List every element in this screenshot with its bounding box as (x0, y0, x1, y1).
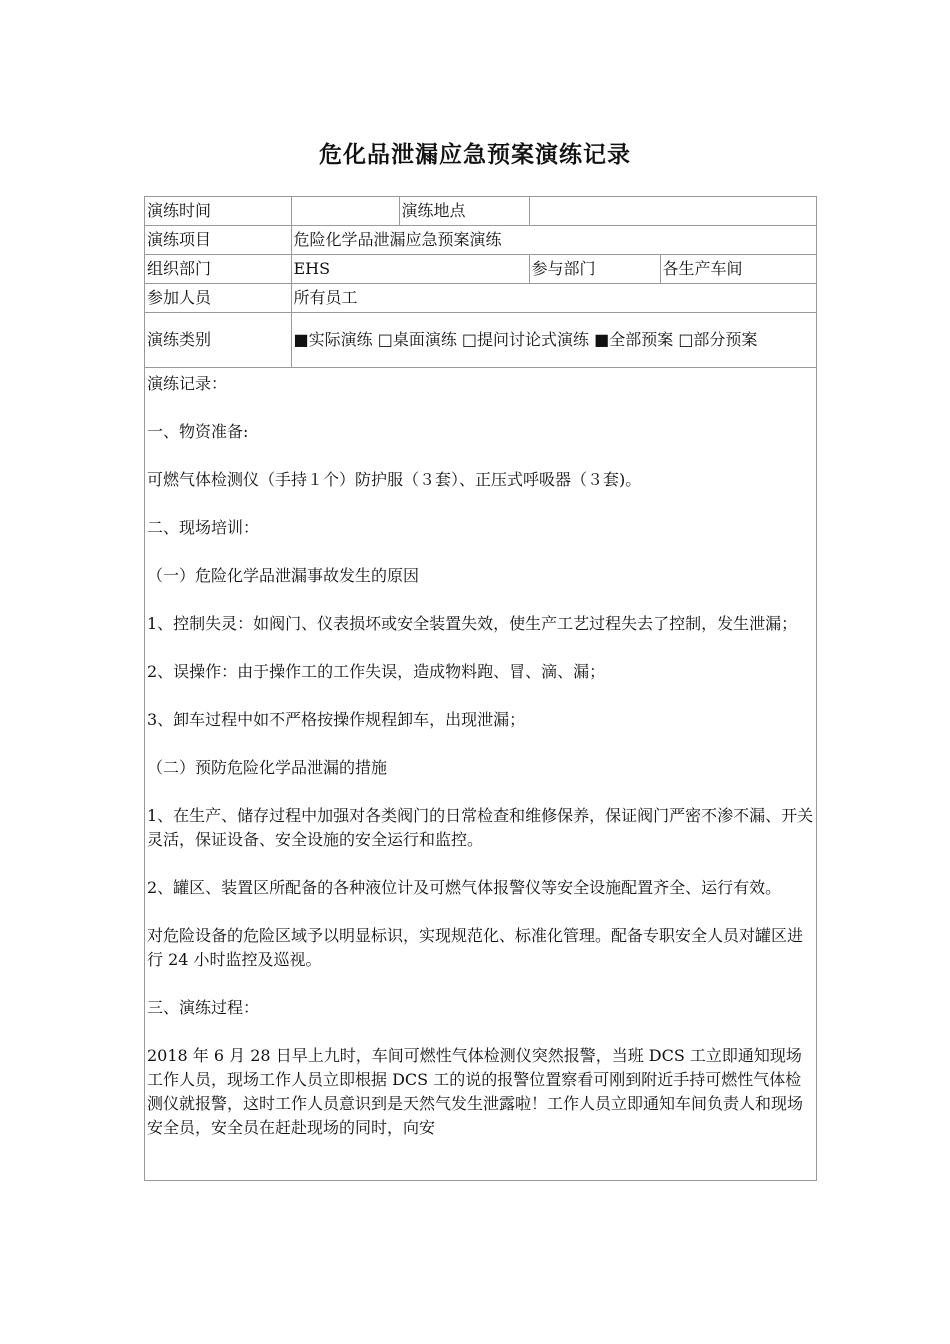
type-label: 演练类别 (145, 313, 291, 368)
document-title: 危化品泄漏应急预案演练记录 (319, 142, 631, 168)
project-value: 危险化学品泄漏应急预案演练 (291, 226, 817, 255)
paragraph: 1、控制失灵：如阀门、仪表损坏或安全装置失效，使生产工艺过程失去了控制，发生泄漏； (147, 614, 798, 633)
project-label: 演练项目 (145, 226, 291, 255)
paragraph: 演练记录： (147, 374, 228, 393)
table-row (145, 313, 817, 368)
table-row (145, 255, 817, 284)
org-value: EHS (291, 255, 529, 284)
record-frame (144, 196, 817, 1181)
time-value (291, 197, 399, 226)
paragraph: 3、卸车过程中如不严格按操作规程卸车，出现泄漏； (147, 710, 526, 729)
participant-dept-label: 参与部门 (529, 255, 660, 284)
time-label: 演练时间 (145, 197, 291, 226)
paragraph: （二）预防危险化学品泄漏的措施 (147, 758, 388, 777)
type-value: ■实际演练 □桌面演练 □提问讨论式演练 ■全部预案 □部分预案 (291, 313, 817, 368)
people-value: 所有员工 (291, 284, 817, 313)
table-row (145, 226, 817, 255)
org-label: 组织部门 (145, 255, 291, 284)
record-body (145, 368, 816, 1140)
paragraph: 2、误操作：由于操作工的工作失误，造成物料跑、冒、滴、漏； (147, 662, 606, 681)
info-table (145, 197, 817, 368)
participant-dept-value: 各生产车间 (660, 255, 817, 284)
paragraph: 2、罐区、装置区所配备的各种液位计及可燃气体报警仪等安全设施配置齐全、运行有效。 (147, 878, 782, 897)
table-row (145, 197, 817, 226)
paragraph: 1、在生产、储存过程中加强对各类阀门的日常检查和维修保养，保证阀门严密不渗不漏、开关灵活，保证设备、安全设施的安全运行和监控。 (147, 806, 814, 849)
paragraph: 2018 年 6 月 28 日早上九时，车间可燃性气体检测仪突然报警，当班 DCS 工立即通知现场工作人员，现场工作人员立即根据 DCS 工的说的报警位置察看可刚到附近手持可燃性气体检测仪就报警，这时工作人员意识到是天然气发生泄露啦！工作人员立即通知车间负责人和现场安全员，安全员在赶赴现场的同时，向安 (147, 1046, 804, 1137)
paragraph: 一、物资准备: (147, 422, 249, 441)
people-label: 参加人员 (145, 284, 291, 313)
table-row (145, 284, 817, 313)
place-label: 演练地点 (399, 197, 529, 226)
paragraph: 对危险设备的危险区域予以明显标识，实现规范化、标准化管理。配备专职安全人员对罐区进行 24 小时监控及巡视。 (147, 926, 804, 969)
paragraph: （一）危险化学品泄漏事故发生的原因 (147, 566, 420, 585)
place-value (529, 197, 817, 226)
paragraph: 可燃气体检测仪（手持１个）防护服（３套）、正压式呼吸器（３套)。 (147, 470, 642, 489)
paragraph: 二、现场培训： (147, 518, 260, 537)
paragraph: 三、演练过程： (147, 998, 260, 1017)
